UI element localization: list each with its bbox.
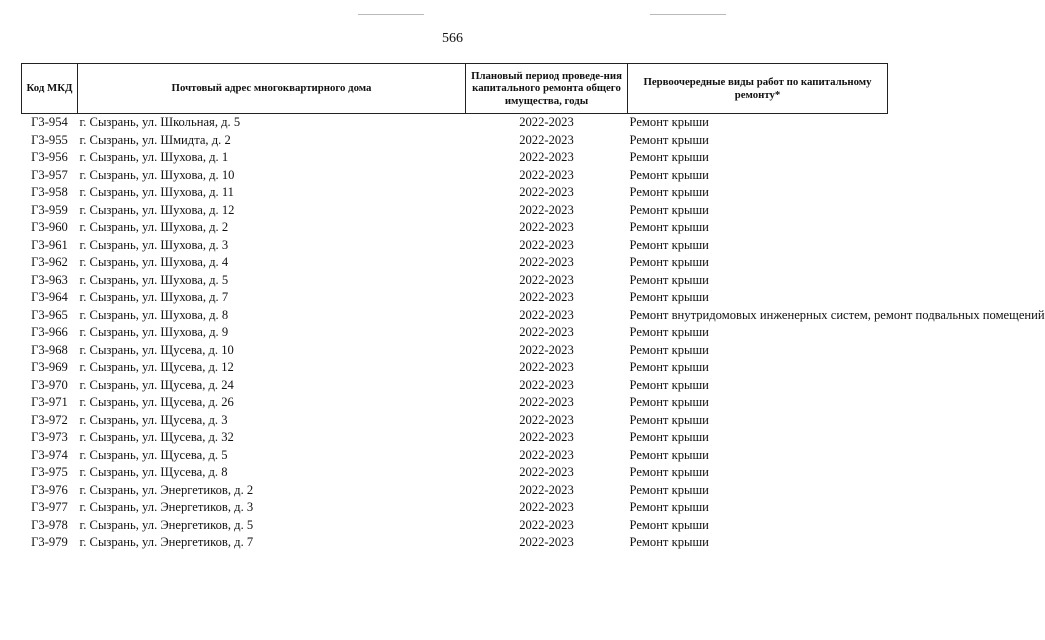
cell-code: Г3-978 — [31, 517, 68, 532]
table-row — [22, 412, 888, 430]
cell-period: 2022-2023 — [519, 115, 574, 129]
cell-code: Г3-964 — [31, 290, 68, 304]
scan-artifact-line-left — [358, 14, 424, 15]
cell-works: Ремонт крыши — [629, 500, 709, 514]
cell-period: 2022-2023 — [519, 535, 574, 549]
cell-works: Ремонт крыши — [629, 150, 709, 164]
table-row — [22, 464, 888, 482]
cell-address: г. Сызрань, ул. Щусева, д. 32 — [79, 430, 234, 444]
cell-period: 2022-2023 — [519, 307, 574, 322]
table-row — [22, 342, 888, 360]
capital-repair-table — [21, 63, 1045, 552]
cell-period: 2022-2023 — [519, 377, 574, 392]
cell-period: 2022-2023 — [519, 220, 574, 234]
cell-works: Ремонт крыши — [629, 482, 709, 497]
cell-code: Г3-958 — [31, 185, 68, 199]
cell-code: Г3-966 — [31, 325, 68, 339]
cell-code: Г3-961 — [31, 237, 68, 252]
table-row — [22, 219, 888, 237]
table-row — [22, 184, 888, 202]
cell-address: г. Сызрань, ул. Шухова, д. 10 — [79, 167, 235, 182]
header-works: Первоочередные виды работ по капитальному ремонту* — [628, 64, 888, 114]
cell-code: Г3-963 — [31, 272, 68, 287]
cell-code: Г3-969 — [31, 360, 68, 374]
cell-code: Г3-977 — [31, 500, 68, 514]
table-row — [22, 359, 888, 377]
cell-works: Ремонт крыши — [629, 395, 709, 409]
cell-works: Ремонт крыши — [629, 202, 709, 217]
cell-code: Г3-955 — [31, 132, 68, 147]
cell-code: Г3-971 — [31, 395, 68, 409]
cell-period: 2022-2023 — [519, 185, 574, 199]
cell-works: Ремонт крыши — [629, 360, 709, 374]
cell-period: 2022-2023 — [519, 237, 574, 252]
table-row — [22, 254, 888, 272]
cell-works: Ремонт крыши — [629, 290, 709, 304]
cell-works: Ремонт внутридомовых инженерных систем, ремонт подвальных помещений — [629, 307, 1045, 322]
cell-code: Г3-979 — [31, 535, 68, 549]
table-row — [22, 272, 888, 290]
cell-address: г. Сызрань, ул. Шухова, д. 11 — [79, 185, 234, 199]
cell-address: г. Сызрань, ул. Щусева, д. 10 — [79, 342, 234, 357]
table-row — [22, 202, 888, 220]
table-row — [22, 237, 888, 255]
cell-address: г. Сызрань, ул. Щусева, д. 8 — [79, 465, 228, 479]
cell-period: 2022-2023 — [519, 342, 574, 357]
cell-code: Г3-973 — [31, 430, 68, 444]
table-row — [22, 149, 888, 167]
header-period: Плановый период проведе-ния капитального ремонта общего имущества, годы — [466, 64, 628, 114]
cell-address: г. Сызрань, ул. Энергетиков, д. 5 — [79, 517, 254, 532]
table-row — [22, 377, 888, 395]
cell-works: Ремонт крыши — [629, 430, 709, 444]
cell-code: Г3-972 — [31, 412, 68, 427]
cell-works: Ремонт крыши — [629, 412, 709, 427]
cell-works: Ремонт крыши — [629, 185, 709, 199]
table-row — [22, 482, 888, 500]
cell-code: Г3-968 — [31, 342, 68, 357]
cell-period: 2022-2023 — [519, 482, 574, 497]
cell-works: Ремонт крыши — [629, 465, 709, 479]
cell-period: 2022-2023 — [519, 167, 574, 182]
cell-period: 2022-2023 — [519, 272, 574, 287]
cell-address: г. Сызрань, ул. Шухова, д. 1 — [79, 150, 229, 164]
cell-address: г. Сызрань, ул. Шухова, д. 5 — [79, 272, 229, 287]
cell-address: г. Сызрань, ул. Шухова, д. 9 — [79, 325, 229, 339]
cell-code: Г3-976 — [31, 482, 68, 497]
table-row — [22, 517, 888, 535]
table-row — [22, 499, 888, 517]
cell-address: г. Сызрань, ул. Щусева, д. 24 — [79, 377, 234, 392]
cell-address: г. Сызрань, ул. Щусева, д. 12 — [79, 360, 234, 374]
table-header-row — [22, 64, 888, 114]
cell-address: г. Сызрань, ул. Энергетиков, д. 3 — [79, 500, 254, 514]
cell-period: 2022-2023 — [519, 395, 574, 409]
cell-works: Ремонт крыши — [629, 237, 709, 252]
cell-address: г. Сызрань, ул. Шмидта, д. 2 — [79, 132, 231, 147]
table-row — [22, 394, 888, 412]
cell-address: г. Сызрань, ул. Щусева, д. 26 — [79, 395, 234, 409]
cell-address: г. Сызрань, ул. Шухова, д. 4 — [79, 255, 229, 269]
cell-period: 2022-2023 — [519, 430, 574, 444]
cell-works: Ремонт крыши — [629, 342, 709, 357]
cell-period: 2022-2023 — [519, 290, 574, 304]
cell-address: г. Сызрань, ул. Щусева, д. 3 — [79, 412, 228, 427]
cell-code: Г3-965 — [31, 307, 68, 322]
cell-address: г. Сызрань, ул. Шухова, д. 12 — [79, 202, 235, 217]
cell-address: г. Сызрань, ул. Энергетиков, д. 7 — [79, 535, 254, 549]
cell-code: Г3-960 — [31, 220, 68, 234]
cell-works: Ремонт крыши — [629, 272, 709, 287]
cell-works: Ремонт крыши — [629, 517, 709, 532]
cell-works: Ремонт крыши — [629, 220, 709, 234]
table-row — [22, 167, 888, 185]
cell-period: 2022-2023 — [519, 412, 574, 427]
table-body — [22, 114, 1045, 552]
table-row — [22, 324, 888, 342]
cell-code: Г3-956 — [31, 150, 68, 164]
header-code: Код МКД — [22, 64, 78, 114]
cell-code: Г3-957 — [31, 167, 68, 182]
cell-works: Ремонт крыши — [629, 325, 709, 339]
cell-code: Г3-970 — [31, 377, 68, 392]
cell-period: 2022-2023 — [519, 465, 574, 479]
cell-period: 2022-2023 — [519, 325, 574, 339]
cell-address: г. Сызрань, ул. Энергетиков, д. 2 — [79, 482, 254, 497]
cell-works: Ремонт крыши — [629, 535, 709, 549]
cell-code: Г3-954 — [31, 115, 68, 129]
cell-period: 2022-2023 — [519, 132, 574, 147]
table-row — [22, 289, 888, 307]
table-row — [22, 307, 888, 325]
cell-address: г. Сызрань, ул. Школьная, д. 5 — [79, 115, 241, 129]
cell-period: 2022-2023 — [519, 500, 574, 514]
cell-address: г. Сызрань, ул. Шухова, д. 2 — [79, 220, 229, 234]
cell-period: 2022-2023 — [519, 517, 574, 532]
cell-works: Ремонт крыши — [629, 167, 709, 182]
cell-works: Ремонт крыши — [629, 132, 709, 147]
table-row — [22, 114, 888, 132]
cell-code: Г3-962 — [31, 255, 68, 269]
table-row — [22, 447, 888, 465]
cell-code: Г3-959 — [31, 202, 68, 217]
cell-works: Ремонт крыши — [629, 447, 709, 462]
cell-code: Г3-975 — [31, 465, 68, 479]
cell-period: 2022-2023 — [519, 202, 574, 217]
cell-works: Ремонт крыши — [629, 377, 709, 392]
cell-address: г. Сызрань, ул. Шухова, д. 8 — [79, 307, 229, 322]
cell-address: г. Сызрань, ул. Шухова, д. 3 — [79, 237, 229, 252]
cell-code: Г3-974 — [31, 447, 68, 462]
cell-works: Ремонт крыши — [629, 115, 709, 129]
cell-address: г. Сызрань, ул. Шухова, д. 7 — [79, 290, 229, 304]
table-row — [22, 534, 888, 552]
table-row — [22, 429, 888, 447]
cell-period: 2022-2023 — [519, 447, 574, 462]
cell-address: г. Сызрань, ул. Щусева, д. 5 — [79, 447, 228, 462]
cell-period: 2022-2023 — [519, 150, 574, 164]
scan-artifact-line-right — [650, 14, 726, 15]
page-number: 566 — [442, 31, 463, 46]
cell-period: 2022-2023 — [519, 360, 574, 374]
header-address: Почтовый адрес многоквартирного дома — [78, 64, 466, 114]
table-row — [22, 132, 888, 150]
cell-works: Ремонт крыши — [629, 255, 709, 269]
cell-period: 2022-2023 — [519, 255, 574, 269]
